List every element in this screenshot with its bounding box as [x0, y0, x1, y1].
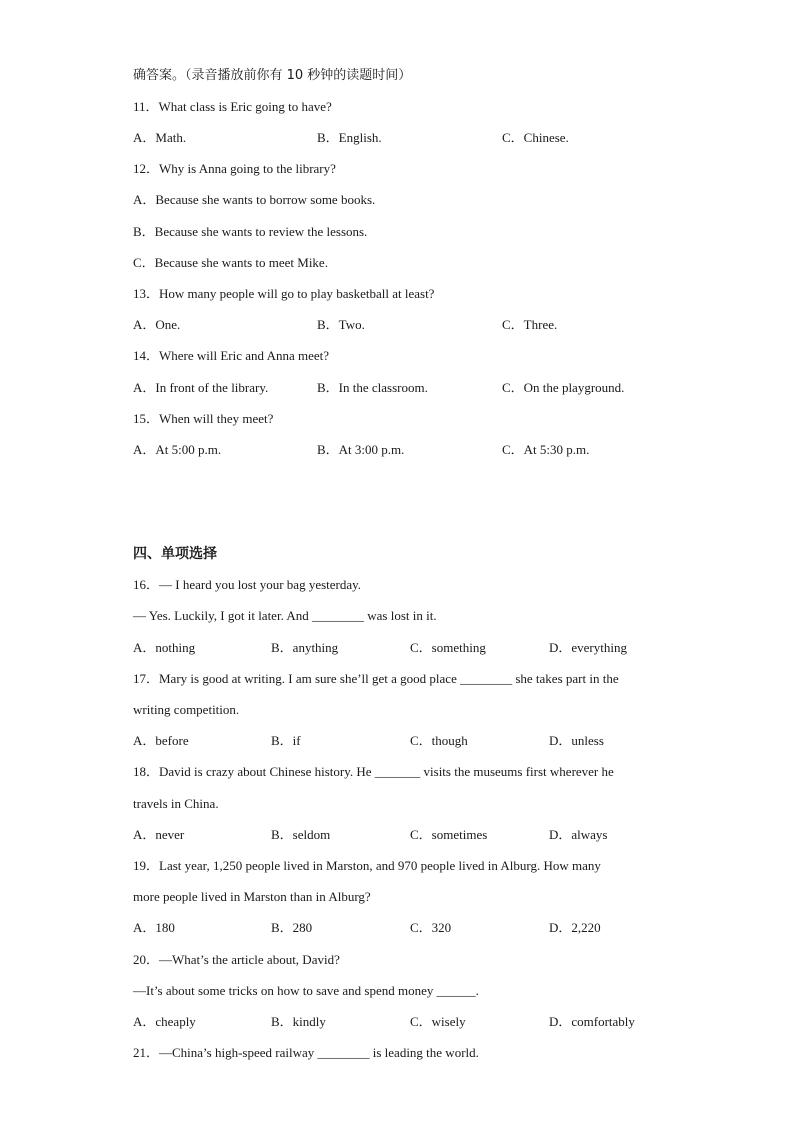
q13-option-a: A．One.	[133, 317, 181, 332]
q15-option-c: C．At 5:30 p.m.	[502, 442, 590, 457]
question-13: 13．How many people will go to play basketball at least?	[133, 286, 435, 301]
question-17-line-1: 17．Mary is good at writing. I am sure she’ll get a good place ________ she takes part in the	[133, 671, 619, 686]
question-16-line-2: — Yes. Luckily, I got it later. And ________ was lost in it.	[133, 608, 437, 623]
q15-option-b: B．At 3:00 p.m.	[317, 442, 405, 457]
q11-option-a: A．Math.	[133, 130, 187, 145]
q12-option-b: B．Because she wants to review the lessons.	[133, 224, 368, 239]
q20-option-a: A．cheaply	[133, 1014, 196, 1029]
listening-instructions: 确答案。（录音播放前你有 10 秒钟的读题时间）	[133, 68, 412, 83]
q17-option-d: D．unless	[549, 733, 604, 748]
question-18-line-1: 18．David is crazy about Chinese history. He _______ visits the museums first wherever he	[133, 764, 614, 779]
q15-option-a: A．At 5:00 p.m.	[133, 442, 222, 457]
q12-option-a: A．Because she wants to borrow some books.	[133, 192, 376, 207]
question-18-line-2: travels in China.	[133, 796, 219, 811]
q13-option-c: C．Three.	[502, 317, 558, 332]
q20-option-d: D．comfortably	[549, 1014, 635, 1029]
q20-option-b: B．kindly	[271, 1014, 326, 1029]
q16-option-a: A．nothing	[133, 640, 196, 655]
q19-option-b: B．280	[271, 920, 313, 935]
q18-option-b: B．seldom	[271, 827, 331, 842]
q13-option-b: B．Two.	[317, 317, 365, 332]
question-15: 15．When will they meet?	[133, 411, 274, 426]
question-12: 12．Why is Anna going to the library?	[133, 161, 336, 176]
q18-option-d: D．always	[549, 827, 608, 842]
question-19-line-2: more people lived in Marston than in Alburg?	[133, 889, 371, 904]
question-11: 11．What class is Eric going to have?	[133, 99, 332, 114]
q18-option-a: A．never	[133, 827, 185, 842]
q17-option-c: C．though	[410, 733, 468, 748]
question-21-line-1: 21．—China’s high-speed railway ________ is leading the world.	[133, 1045, 479, 1060]
question-17-line-2: writing competition.	[133, 702, 240, 717]
q17-option-a: A．before	[133, 733, 189, 748]
q19-option-d: D．2,220	[549, 920, 601, 935]
q17-option-b: B．if	[271, 733, 301, 748]
section-title: 四、单项选择	[133, 546, 217, 562]
q11-option-c: C．Chinese.	[502, 130, 569, 145]
q19-option-a: A．180	[133, 920, 175, 935]
q16-option-d: D．everything	[549, 640, 627, 655]
q16-option-c: C．something	[410, 640, 486, 655]
question-16-line-1: 16．— I heard you lost your bag yesterday.	[133, 577, 362, 592]
q18-option-c: C．sometimes	[410, 827, 488, 842]
q20-option-c: C．wisely	[410, 1014, 466, 1029]
q16-option-b: B．anything	[271, 640, 339, 655]
q14-option-c: C．On the playground.	[502, 380, 625, 395]
q14-option-b: B．In the classroom.	[317, 380, 428, 395]
q14-option-a: A．In front of the library.	[133, 380, 269, 395]
question-20-line-2: —It’s about some tricks on how to save and spend money ______.	[133, 983, 479, 998]
question-14: 14．Where will Eric and Anna meet?	[133, 348, 330, 363]
question-20-line-1: 20．—What’s the article about, David?	[133, 952, 340, 967]
q12-option-c: C．Because she wants to meet Mike.	[133, 255, 328, 270]
q11-option-b: B．English.	[317, 130, 382, 145]
q19-option-c: C．320	[410, 920, 452, 935]
question-19-line-1: 19．Last year, 1,250 people lived in Marston, and 970 people lived in Alburg. How many	[133, 858, 601, 873]
